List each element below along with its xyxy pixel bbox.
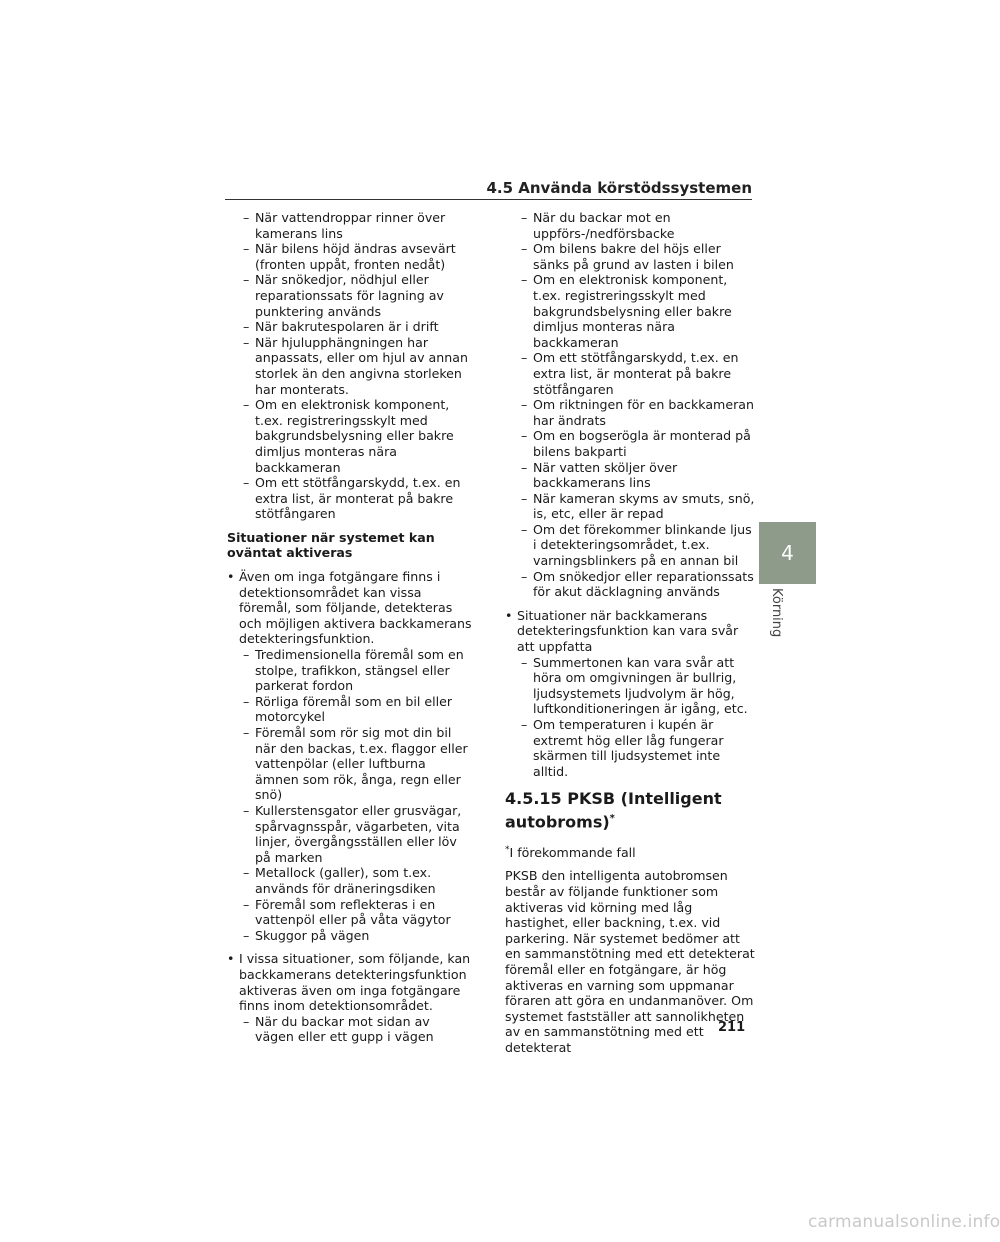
list-item: – Om ett stötfångarskydd, t.ex. en extra list, är monterat på bakre stötfångaren [227, 475, 472, 522]
list-item: – Tredimensionella föremål som en stolpe, trafikkon, stängsel eller parkerat fordon [227, 647, 472, 694]
page-number: 211 [718, 1020, 746, 1035]
footnote-marker: * [505, 844, 510, 855]
list-item: – Summertonen kan vara svår att höra om omgivningen är bullrig, ljudsystemets ljudvolym är hög, luftkonditioneringen är igång, etc. [505, 655, 755, 717]
chapter-label: Körning [769, 588, 784, 638]
list-item: – Metallock (galler), som t.ex. används för dräneringsdiken [227, 865, 472, 896]
list-item: – Om riktningen för en backkameran har ändrats [505, 397, 755, 428]
right-column [505, 210, 755, 1056]
bullet-item: • Även om inga fotgängare finns i detektionsområdet kan vissa föremål, som följande, detekteras och möjligen aktivera backkamerans detekteringsfunktion. [227, 569, 472, 647]
list-item: – När vattendroppar rinner över kamerans lins [227, 210, 472, 241]
list-item: – När snökedjor, nödhjul eller reparationssats för lagning av punktering används [227, 272, 472, 319]
footnote-text: I förekommande fall [509, 844, 636, 860]
list-item: – Om en elektronisk komponent, t.ex. registreringsskylt med bakgrundsbelysning eller bakre dimljus monteras nära backkameran [505, 272, 755, 350]
body-paragraph: PKSB den intelligenta autobromsen består av följande funktioner som aktiveras vid körning med låg hastighet, eller backning, t.ex. vid parkering. När systemet bedömer att en sammanstötning med ett detekterat föremål eller en fotgängare, är hög aktiveras en varning som uppmanar föraren att göra en undanmanöver. Om systemet fastställer att sannolikheten av en sammanstötning med ett detekterat [505, 868, 755, 1056]
header-title: 4.5 Använda körstödssystemen [486, 179, 752, 197]
list-item: – Om temperaturen i kupén är extremt hög eller låg fungerar skärmen till ljudsystemet inte alltid. [505, 717, 755, 779]
section-title: 4.5.15 PKSB (Intelligent autobroms) [505, 789, 722, 832]
list-item: – Om en elektronisk komponent, t.ex. registreringsskylt med bakgrundsbelysning eller bakre dimljus monteras nära backkameran [227, 397, 472, 475]
footnote [505, 843, 755, 861]
list-item: – När du backar mot en uppförs-/nedförsbacke [505, 210, 755, 241]
list-item: – Föremål som rör sig mot din bil när den backas, t.ex. flaggor eller vattenpölar (eller luftburna ämnen som rök, ånga, regn eller snö) [227, 725, 472, 803]
list-item: – Skuggor på vägen [227, 928, 472, 944]
list-item: – Föremål som reflekteras i en vattenpöl eller på våta vägytor [227, 897, 472, 928]
watermark: carmanualsonline.info [808, 1212, 1000, 1232]
list-item: – Om ett stötfångarskydd, t.ex. en extra list, är monterat på bakre stötfångaren [505, 350, 755, 397]
list-item: – När bilens höjd ändras avsevärt (fronten uppåt, fronten nedåt) [227, 241, 472, 272]
list-item: – När kameran skyms av smuts, snö, is, etc, eller är repad [505, 491, 755, 522]
list-item: – Om det förekommer blinkande ljus i detekteringsområdet, t.ex. varningsblinkers på en annan bil [505, 522, 755, 569]
list-item: – Rörliga föremål som en bil eller motorcykel [227, 694, 472, 725]
list-item: – Om bilens bakre del höjs eller sänks på grund av lasten i bilen [505, 241, 755, 272]
subheading: Situationer när systemet kan oväntat aktiveras [227, 529, 435, 561]
list-item: – När bakrutespolaren är i drift [227, 319, 472, 335]
left-column [227, 210, 472, 1045]
list-item: – När hjulupphängningen har anpassats, eller om hjul av annan storlek än den angivna storleken har monterats. [227, 335, 472, 397]
running-header [225, 178, 752, 200]
bullet-item: • Situationer när backkamerans detekteringsfunktion kan vara svår att uppfatta [505, 608, 755, 655]
chapter-tab [759, 522, 816, 584]
list-item: – Kullerstensgator eller grusvägar, spårvagnsspår, vägarbeten, vita linjer, övergångsställen eller löv på marken [227, 803, 472, 865]
list-item: – När du backar mot sidan av vägen eller ett gupp i vägen [227, 1014, 472, 1045]
chapter-number: 4 [781, 541, 794, 565]
list-item: – Om en bogserögla är monterad på bilens bakparti [505, 428, 755, 459]
footnote-marker: * [609, 813, 615, 825]
bullet-item: • I vissa situationer, som följande, kan backkamerans detekteringsfunktion aktiveras även om inga fotgängare finns inom detektionsområdet. [227, 951, 472, 1013]
list-item: – När vatten sköljer över backkamerans lins [505, 460, 755, 491]
list-item: – Om snökedjor eller reparationssats för akut däcklagning används [505, 569, 755, 600]
section-heading [505, 789, 755, 832]
